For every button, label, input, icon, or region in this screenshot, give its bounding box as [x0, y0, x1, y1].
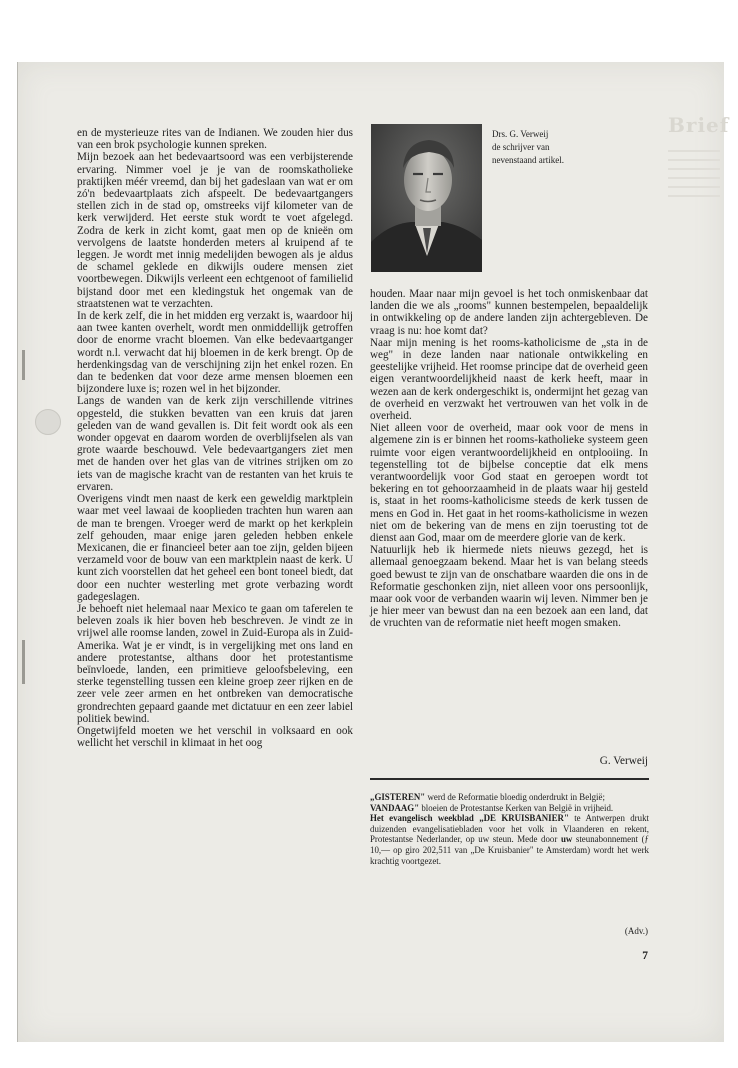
caption-line-2: de schrijver van	[492, 142, 550, 152]
caption-line-3: nevenstaand artikel.	[492, 155, 564, 165]
left-paragraph-2: Mijn bezoek aan het bedevaartsoord was een verbijsterende ervaring. Nimmer voel je je van de roomskatholieke praktijken méér vreemd, dan bij het gadeslaan van wat er om zó'n bedevaartplaats zich afspeelt. De bedevaartgangers stellen zich in de stad op, omstreeks vijf kilometer van de kerk verwijderd. Het eerste stuk wordt te voet afgelegd. Zodra de kerk in zicht komt, gaat men op de knieën om vervolgens de laatste honderden meters al kruipend af te leggen. Je wordt met innig medelijden bewogen als je aldus de schamel geklede en dikwijls oudere mensen ziet voortbewegen. Dikwijls verleent een echtgenoot of familielid bijstand door met een kledingstuk het ongemak van de straatstenen wat te verzachten.	[77, 151, 353, 310]
adv-label: (Adv.)	[624, 926, 648, 936]
left-paragraph-3: In de kerk zelf, die in het midden erg verzakt is, waardoor hij aan twee kanten overhelt, wordt men onmiddellijk getroffen door de enorme vracht bloemen. Van elke bedevaartganger wordt n.l. verwacht dat hij bloemen in de kerk brengt. Op de herdenkingsdag van de verschijning zijn het enkel rozen. En dan te bedenken dat voor deze arme mensen bloemen een bijzondere luxe is; rozen wel in het bijzonder.	[77, 310, 353, 396]
notice-line-2	[370, 803, 649, 814]
notice-weekblad: Het evangelisch weekblad „DE KRUISBANIER"	[370, 813, 569, 824]
left-column	[77, 127, 353, 749]
bleed-through-heading: Brief	[668, 113, 730, 137]
bleed-through-lines	[668, 150, 720, 204]
notice-line-3	[370, 813, 649, 866]
right-paragraph-4: Natuurlijk heb ik hiermede niets nieuws gezegd, het is allemaal genoegzaam bekend. Maar het is van belang steeds goed bewust te zijn van de onschatbare waarden die ons in de Reformatie geschonken zijn, niet alleen voor ons persoonlijk, maar ook voor de verbanden waarin wij leven. Nimmer ben je je hier meer van bewust dan na een bezoek aan een land, dat de vruchten van de reformatie niet heeft mogen smaken.	[370, 544, 648, 630]
notice-gisteren-text: werd de Reformatie bloedig onderdrukt in België;	[425, 792, 605, 802]
right-paragraph-3: Niet alleen voor de overheid, maar ook voor de mens in algemene zin is er binnen het rooms-katholieke systeem geen ruimte voor eigen verantwoordelijkheid en ontplooiing. In tegenstelling tot de bijbelse conceptie dat elk mens verantwoordelijk voor God staat en geroepen wordt tot bekering en tot gehoorzaamheid in de plaats waar hij gesteld is, staat in het rooms-katholicisme steeds de kerk tussen de mens en God in. Het gaat in het rooms-katholicisme in wezen niet om de bekering van de mens en zijn toerusting tot de dienst aan God, maar om de meerdere glorie van de kerk.	[370, 422, 648, 545]
right-column	[370, 288, 648, 630]
left-paragraph-4: Langs de wanden van de kerk zijn verschillende vitrines opgesteld, die stukken bevatten van een kruis dat jaren geleden van de wand gevallen is. Dit feit wordt ook als een wonder opgevat en daarom worden de overblijfselen als van grote waarde beschouwd. Vele bedevaartgangers ziet men met de handen over het glas van de vitrines strijken om zo iets van de magische kracht van de restanten van het kruis te ervaren.	[77, 395, 353, 493]
left-paragraph-7: Ongetwijfeld moeten we het verschil in volksaard en ook wellicht het verschil in klimaat in het oog	[77, 724, 353, 750]
left-paragraph-5: Overigens vindt men naast de kerk een geweldig marktplein waar met veel lawaai de kooplieden trachten hun waren aan de man te brengen. Vroeger werd de markt op het kerkplein zelf gehouden, maar enige jaren geleden hebben enkele Mexicanen, die er financieel beter aan toe zijn, gelden bijeen verzameld voor de bouw van een marktplein naast de kerk. U kunt zich voorstellen dat het geheel een bont toneel biedt, dat door een nuchter westerling met grote verbazing wordt gadegeslagen.	[77, 493, 353, 603]
punch-hole	[35, 409, 61, 435]
divider-rule	[370, 778, 649, 780]
notice-vandaag: VANDAAG"	[370, 802, 420, 813]
left-paragraph-1: en de mysterieuze rites van de Indianen. We zouden hier dus van een brok psychologie kunnen spreken.	[77, 127, 353, 152]
right-paragraph-1: houden. Maar naar mijn gevoel is het toch onmiskenbaar dat landen die we als „rooms" kunnen bestempelen, bepaaldelijk in ontwikkeling op de andere landen zijn achtergebleven. De vraag is nu: hoe komt dat?	[370, 288, 648, 337]
right-paragraph-2: Naar mijn mening is het rooms-katholicisme de „sta in de weg" in deze landen naar nationale ontwikkeling en geestelijke vrijheid. Het roomse principe dat de overheid geen eigen verantwoordelijkheid naast de kerk heeft, maar in wezen aan de kerk ondergeschikt is, ondermijnt het gezag van de overheid en verzwakt het vertrouwen van het volk in de overheid.	[370, 336, 648, 423]
left-paragraph-6: Je behoeft niet helemaal naar Mexico te gaan om taferelen te beleven zoals ik hier boven heb beschreven. Je vindt ze in vrijwel alle roomse landen, zowel in Zuid-Europa als in Zuid-Amerika. Wat je er vindt, is in vergelijking met ons land en andere protestantse, althans door het protestantisme beïnvloede, landen, een primitieve geloofsbeleving, een sterke tegenstelling tussen een kleine groep zeer rijken en de zeer vele zeer armen en het ontbreken van democratische grondrechten gepaard gaande met dictatuur en een zeer labiel politiek bewind.	[77, 602, 353, 725]
notice-gisteren: „GISTEREN"	[370, 792, 426, 802]
caption-name: Drs. G. Verweij	[492, 129, 549, 139]
notice-steun-text: steunabonnement (ƒ 10,— op giro 202,511 van „De Kruisbanier" te Amsterdam) wordt het werk krachtig voortgezet.	[370, 834, 649, 866]
author-signature: G. Verweij	[599, 755, 648, 767]
notice-vandaag-text: bloeien de Protestantse Kerken van België in vrijheid.	[419, 802, 614, 813]
author-photo	[371, 124, 482, 272]
margin-mark-top	[22, 350, 25, 380]
page-number: 7	[642, 950, 648, 962]
notice-line-1	[370, 792, 649, 803]
photo-caption	[492, 128, 612, 167]
margin-mark-bottom	[22, 640, 25, 684]
notice-weekblad-text: te Antwerpen drukt duizenden evangelisatiebladen voor het volk in Vlaanderen en rekent, Protestantse Nederlander, op uw steun. Mede door	[370, 813, 649, 845]
advertisement-notice	[370, 792, 649, 866]
notice-uw: uw	[560, 834, 573, 845]
